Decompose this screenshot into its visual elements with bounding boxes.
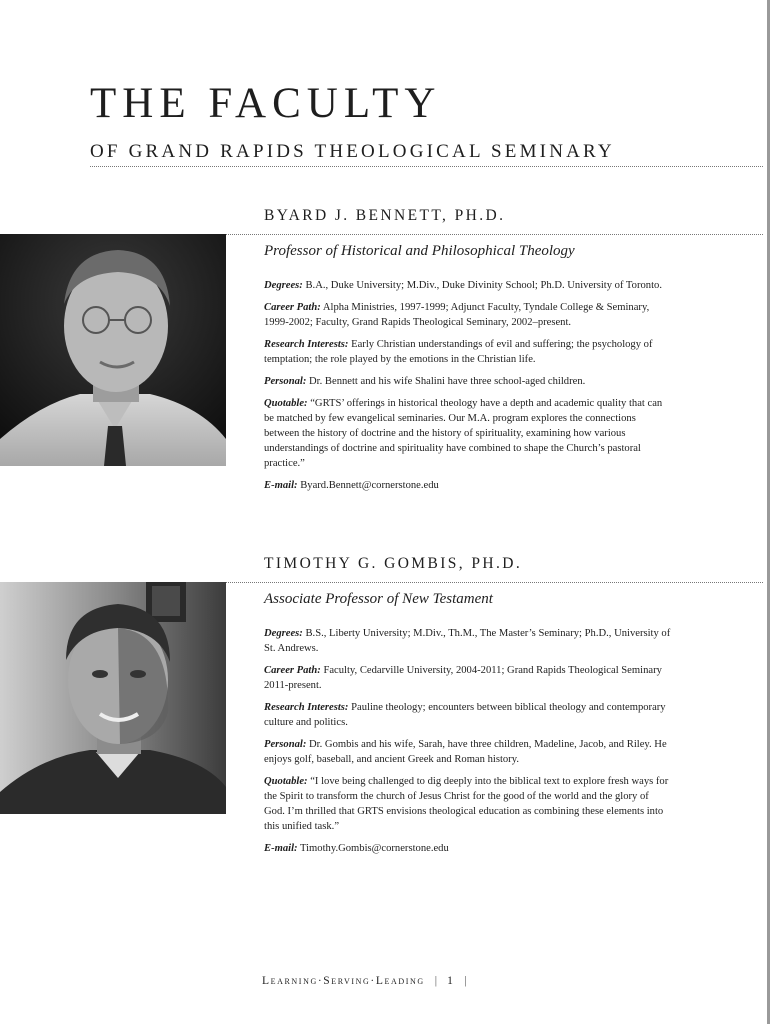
name-divider (225, 582, 763, 583)
footer-tagline: Learning·Serving·Leading (262, 975, 425, 987)
faculty-photo (0, 582, 226, 814)
personal-entry (264, 374, 672, 389)
faculty-photo (0, 234, 226, 466)
quotable-text: “I love being challenged to dig deeply into the biblical text to explore fresh ways for the Spirit to transform the church of Jesus Christ for the good of the world and the glory of God. I’m thrilled that GRTS envisions theological education as combining these elements into this unified task.” (264, 776, 669, 832)
degrees-label: Degrees: (264, 628, 303, 639)
career-text: Faculty, Cedarville University, 2004-2011; Grand Rapids Theological Seminary 2011-present. (264, 665, 662, 691)
career-entry (264, 300, 672, 330)
faculty-name: TIMOTHY G. GOMBIS, PH.D. (264, 555, 523, 572)
degrees-label: Degrees: (264, 280, 303, 291)
portrait-photo-icon (0, 234, 226, 466)
research-text: Pauline theology; encounters between biblical theology and contemporary culture and politics. (264, 702, 666, 728)
faculty-details (264, 626, 672, 863)
research-label: Research Interests: (264, 339, 349, 350)
degrees-text: B.A., Duke University; M.Div., Duke Divinity School; Ph.D. University of Toronto. (305, 280, 662, 291)
faculty-title: Professor of Historical and Philosophical Theology (264, 243, 575, 259)
personal-label: Personal: (264, 739, 307, 750)
email-entry (264, 841, 672, 856)
personal-label: Personal: (264, 376, 307, 387)
quotable-label: Quotable: (264, 776, 308, 787)
faculty-name: BYARD J. BENNETT, PH.D. (264, 207, 506, 224)
quotable-entry (264, 774, 672, 834)
email-link[interactable]: Timothy.Gombis@cornerstone.edu (300, 843, 449, 854)
career-text: Alpha Ministries, 1997-1999; Adjunct Faculty, Tyndale College & Seminary, 1999-2002; Faculty, Grand Rapids Theological Seminary, 2002–present. (264, 302, 650, 328)
page-title: THE FACULTY (90, 80, 442, 127)
degrees-entry (264, 278, 672, 293)
career-label: Career Path: (264, 665, 321, 676)
quotable-text: “GRTS’ offerings in historical theology have a depth and academic quality that can be matched by few evangelical seminaries. Our M.A. program explores the connections between the history of doctrine and the history of spirituality, examining how various understandings of doctrine and spirituality have combined to shape the Church’s pastoral practice.” (264, 398, 663, 469)
degrees-entry (264, 626, 672, 656)
personal-entry (264, 737, 672, 767)
email-label: E-mail: (264, 480, 298, 491)
footer-separator: | (464, 975, 467, 987)
faculty-title: Associate Professor of New Testament (264, 591, 493, 607)
personal-text: Dr. Bennett and his wife Shalini have three school-aged children. (309, 376, 586, 387)
title-divider (90, 166, 763, 167)
email-link[interactable]: Byard.Bennett@cornerstone.edu (300, 480, 439, 491)
quotable-entry (264, 396, 672, 471)
career-label: Career Path: (264, 302, 321, 313)
research-text: Early Christian understandings of evil and suffering; the psychology of temptation; the role played by the emotions in the Christian life. (264, 339, 653, 365)
faculty-details (264, 278, 672, 500)
degrees-text: B.S., Liberty University; M.Div., Th.M., The Master’s Seminary; Ph.D., University of St. Andrews. (264, 628, 671, 654)
research-entry (264, 337, 672, 367)
page-subtitle: OF GRAND RAPIDS THEOLOGICAL SEMINARY (90, 141, 615, 162)
portrait-photo-icon (0, 582, 226, 814)
name-divider (225, 234, 763, 235)
page-footer (262, 975, 477, 987)
footer-separator: | (434, 975, 438, 987)
personal-text: Dr. Gombis and his wife, Sarah, have three children, Madeline, Jacob, and Riley. He enjoys golf, baseball, and ancient Greek and Roman history. (264, 739, 667, 765)
email-label: E-mail: (264, 843, 298, 854)
career-entry (264, 663, 672, 693)
research-entry (264, 700, 672, 730)
page-number: 1 (447, 975, 455, 987)
email-entry (264, 478, 672, 493)
quotable-label: Quotable: (264, 398, 308, 409)
research-label: Research Interests: (264, 702, 349, 713)
